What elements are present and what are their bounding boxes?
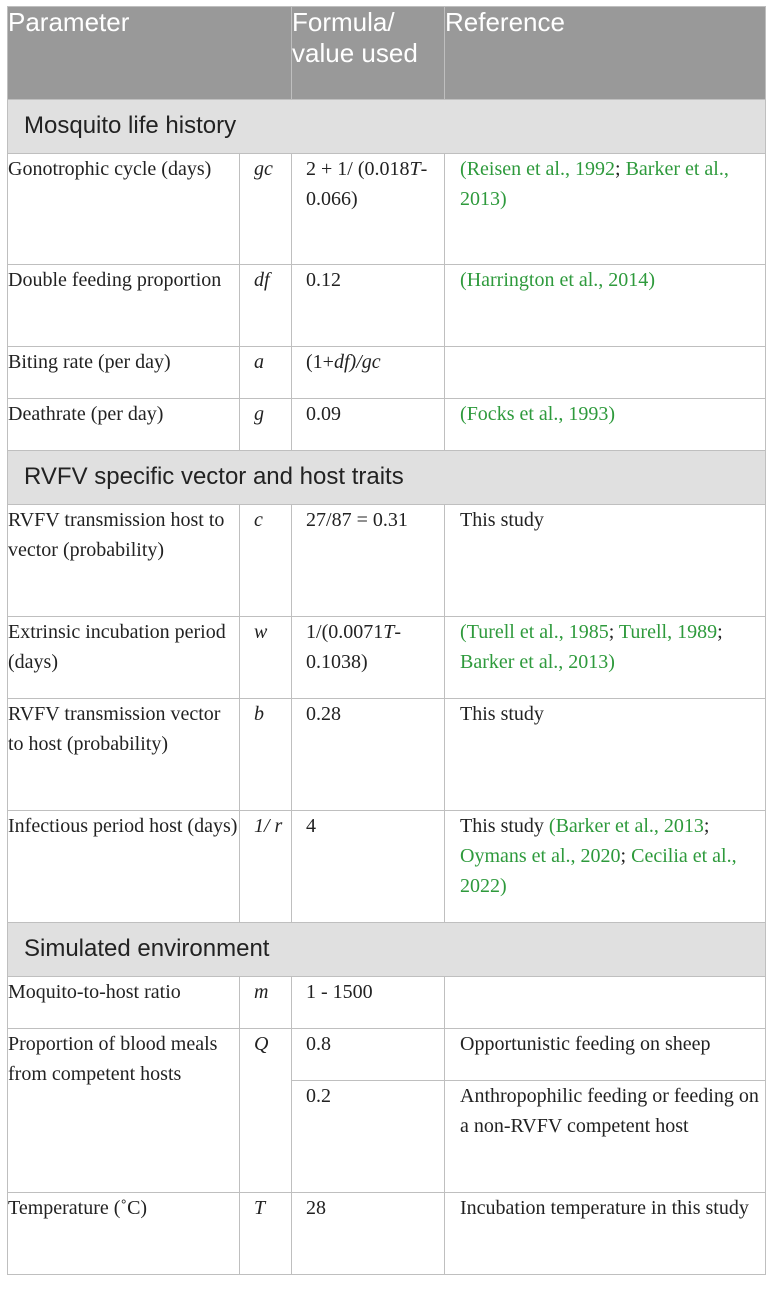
- parameter-cell: Temperature (˚C): [8, 1193, 240, 1275]
- reference-cell: This study (Barker et al., 2013; Oymans et al., 2020; Cecilia et al., 2022): [445, 811, 766, 923]
- table-row-extrinsic-incubation: [8, 617, 766, 699]
- table-row-deathrate: [8, 399, 766, 451]
- reference-cell: Opportunistic feeding on sheep: [445, 1029, 766, 1081]
- symbol-cell: m: [240, 977, 292, 1029]
- formula-cell: (1+df)/gc: [292, 347, 445, 399]
- symbol-cell: gc: [240, 154, 292, 265]
- formula-cell: 28: [292, 1193, 445, 1275]
- parameter-cell: Infectious period host (days): [8, 811, 240, 923]
- table-row-blood-meals-a: [8, 1029, 766, 1081]
- citation-link[interactable]: Turell, 1989: [618, 621, 718, 643]
- formula-cell: 4: [292, 811, 445, 923]
- citation-link[interactable]: Oymans et al., 2020: [460, 845, 621, 867]
- header-row: [8, 7, 766, 100]
- section-row-mosquito: [8, 100, 766, 154]
- symbol-cell: T: [240, 1193, 292, 1275]
- symbol-cell: Q: [240, 1029, 292, 1193]
- parameter-cell: Gonotrophic cycle (days): [8, 154, 240, 265]
- symbol-cell: df: [240, 265, 292, 347]
- formula-cell: 1 - 1500: [292, 977, 445, 1029]
- formula-cell: 1/(0.0071T- 0.1038): [292, 617, 445, 699]
- parameter-cell: Deathrate (per day): [8, 399, 240, 451]
- parameter-cell: Double feeding proportion: [8, 265, 240, 347]
- reference-cell: (Reisen et al., 1992; Barker et al., 2013): [445, 154, 766, 265]
- table-row-temperature: [8, 1193, 766, 1275]
- reference-cell: This study: [445, 699, 766, 811]
- symbol-cell: w: [240, 617, 292, 699]
- parameter-table: [7, 6, 766, 1275]
- header-parameter: Parameter: [8, 7, 292, 100]
- formula-cell: 0.12: [292, 265, 445, 347]
- symbol-cell: a: [240, 347, 292, 399]
- reference-cell: This study: [445, 505, 766, 617]
- citation-link[interactable]: Barker et al., 2013: [555, 815, 704, 837]
- symbol-cell: b: [240, 699, 292, 811]
- symbol-cell: g: [240, 399, 292, 451]
- parameter-cell: Extrinsic incubation period (days): [8, 617, 240, 699]
- citation-link[interactable]: Barker et al., 2013: [460, 158, 729, 210]
- table-row-gonotrophic-cycle: [8, 154, 766, 265]
- section-row-environment: [8, 923, 766, 977]
- table-row-infectious-period: [8, 811, 766, 923]
- parameter-cell: Proportion of blood meals from competent hosts: [8, 1029, 240, 1193]
- parameter-cell: RVFV transmission vector to host (probability): [8, 699, 240, 811]
- citation-link[interactable]: Reisen et al., 1992: [466, 158, 615, 180]
- citation-link[interactable]: Focks et al., 1993: [466, 403, 609, 425]
- reference-cell: Anthropophilic feeding or feeding on a non-RVFV competent host: [445, 1081, 766, 1193]
- formula-cell: 2 + 1/ (0.018T- 0.066): [292, 154, 445, 265]
- citation-link[interactable]: Harrington et al., 2014: [466, 269, 649, 291]
- symbol-cell: 1/ r: [240, 811, 292, 923]
- section-title: Mosquito life history: [8, 100, 766, 154]
- reference-cell: (Turell et al., 1985; Turell, 1989; Barker et al., 2013): [445, 617, 766, 699]
- header-reference: Reference: [445, 7, 766, 100]
- section-title: Simulated environment: [8, 923, 766, 977]
- table-row-transmission-host-to-vector: [8, 505, 766, 617]
- reference-cell: (Focks et al., 1993): [445, 399, 766, 451]
- formula-cell: 27/87 = 0.31: [292, 505, 445, 617]
- formula-cell: 0.09: [292, 399, 445, 451]
- section-title: RVFV specific vector and host traits: [8, 451, 766, 505]
- table-row-mosquito-host-ratio: [8, 977, 766, 1029]
- formula-cell: 0.2: [292, 1081, 445, 1193]
- reference-cell: [445, 347, 766, 399]
- parameter-cell: Biting rate (per day): [8, 347, 240, 399]
- reference-cell: [445, 977, 766, 1029]
- section-row-rvfv: [8, 451, 766, 505]
- citation-link[interactable]: Turell et al., 1985: [466, 621, 609, 643]
- table-row-biting-rate: [8, 347, 766, 399]
- table-row-double-feeding: [8, 265, 766, 347]
- formula-cell: 0.8: [292, 1029, 445, 1081]
- reference-cell: Incubation temperature in this study: [445, 1193, 766, 1275]
- parameter-cell: RVFV transmission host to vector (probability): [8, 505, 240, 617]
- header-formula: Formula/ value used: [292, 7, 445, 100]
- symbol-cell: c: [240, 505, 292, 617]
- citation-link[interactable]: Barker et al., 2013: [460, 651, 609, 673]
- citation-link[interactable]: Cecilia et al., 2022: [460, 845, 737, 897]
- formula-cell: 0.28: [292, 699, 445, 811]
- reference-cell: (Harrington et al., 2014): [445, 265, 766, 347]
- table-row-transmission-vector-to-host: [8, 699, 766, 811]
- parameter-cell: Moquito-to-host ratio: [8, 977, 240, 1029]
